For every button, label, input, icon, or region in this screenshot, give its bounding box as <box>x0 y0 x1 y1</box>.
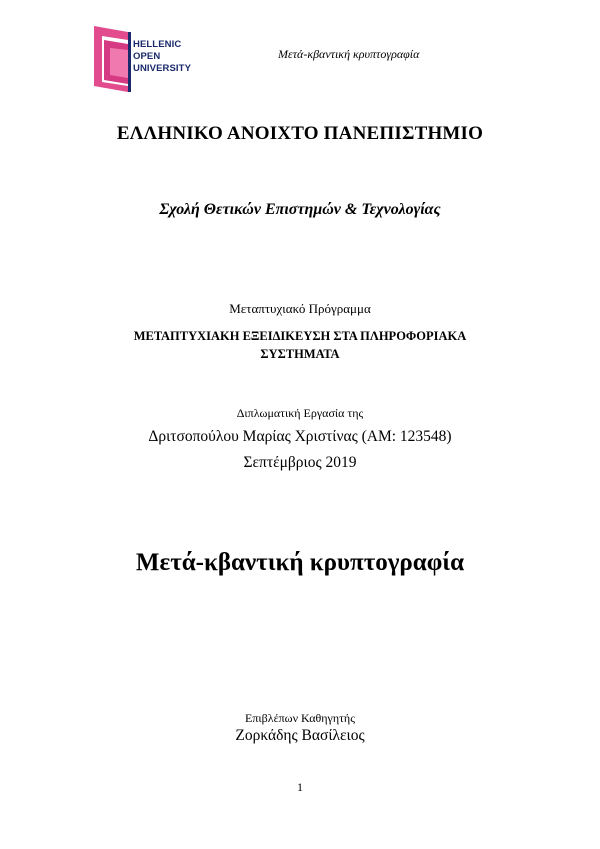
program-name: ΜΕΤΑΠΤΥΧΙΑΚΗ ΕΞΕΙΔΙΚΕΥΣΗ ΣΤΑ ΠΛΗΡΟΦΟΡΙΑΚΑ ΣΥΣΤΗΜΑΤΑ <box>133 329 467 361</box>
page-number: 1 <box>297 780 303 794</box>
university-name: ΕΛΛΗΝΙΚΟ ΑΝΟΙΧΤΟ ΠΑΝΕΠΙΣΤΗΜΙΟ <box>116 123 484 144</box>
university-logo <box>94 26 204 92</box>
supervisor-label: Επιβλέπων Καθηγητής <box>245 711 355 725</box>
thesis-title: Μετά-κβαντική κρυπτογραφία <box>135 549 465 576</box>
logo-text <box>133 39 191 75</box>
supervisor-name: Ζορκάδης Βασίλειος <box>235 727 365 744</box>
program-label: Μεταπτυχιακό Πρόγραμμα <box>229 301 371 316</box>
logo-line-3: UNIVERSITY <box>133 63 192 74</box>
submission-date: Σεπτέμβριος 2019 <box>243 454 357 471</box>
school-name: Σχολή Θετικών Επιστημών & Τεχνολογίας <box>159 201 441 218</box>
thesis-label: Διπλωματική Εργασία της <box>236 406 364 420</box>
logo-line-2: OPEN <box>133 51 161 62</box>
author-name: Δριτσοπούλου Μαρίας Χριστίνας (ΑΜ: 123548) <box>148 428 452 445</box>
logo-line-1: HELLENIC <box>133 39 182 50</box>
running-header-title: Μετά-κβαντική κρυπτογραφία <box>278 47 420 61</box>
